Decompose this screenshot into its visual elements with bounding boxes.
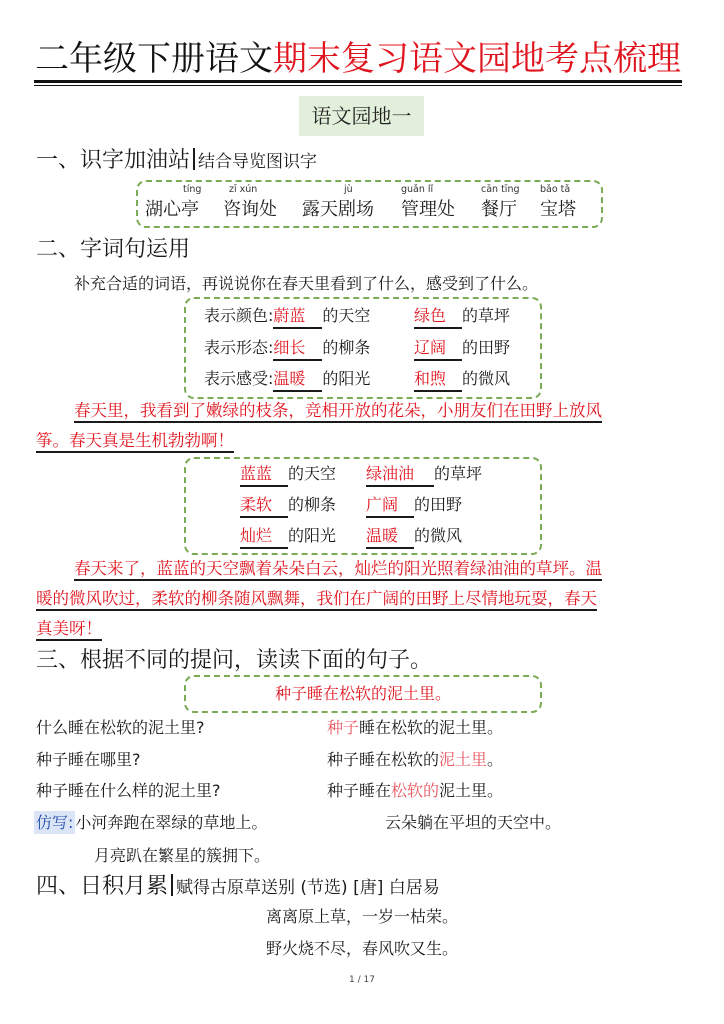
fill-row [204,367,370,392]
poem-line-1: 离离原上草，一岁一枯荣。 [265,907,458,926]
noun-phrase: 的天空 [288,464,337,483]
word-chars: 咨询处 [223,199,277,220]
pinyin: cān tīng [481,184,520,195]
section1-subtitle: 结合导览图识字 [198,152,318,172]
word-chars: 餐厅 [481,199,517,220]
noun-phrase: 的阳光 [288,526,337,545]
noun-phrase: 的阳光 [322,369,371,388]
title-topic: 期末复习语文园地考点梳理 [273,39,681,79]
imitate-row-1 [34,811,267,835]
section1-title: 一、识字加油站 [36,148,191,173]
paragraph-line: 春天里，我看到了嫩绿的枝条，竞相开放的花朵，小朋友们在田野上放风 [74,401,602,423]
noun-phrase: 的田野 [414,495,463,514]
fill-row [366,462,482,487]
imitate-sentence-3: 月亮趴在繁星的簇拥下。 [94,846,271,865]
paragraph-line: 暖的微风吹过，柔软的柳条随风飘舞，我们在广阔的田野上尽情地玩耍，春天 [36,589,597,611]
question-2: 种子睡在哪里? [36,750,141,769]
paragraph-line: 筝。春天真是生机勃勃啊！ [36,431,234,453]
noun-phrase: 的天空 [322,306,371,325]
answer-highlight: 松软的 [391,781,440,800]
answer-1 [327,716,503,740]
answer-text: 种子睡在松软的 [327,750,440,769]
word-chars: 湖心亭 [145,199,199,220]
fill-row [204,304,370,329]
answer-3 [327,779,503,803]
document-title [34,38,682,80]
pinyin: jù [344,184,353,195]
section3-heading: 三、根据不同的提问，读读下面的句子。 [36,648,433,673]
filled-answer: 蔚蓝 [273,305,322,329]
example-paragraph-2 [36,554,692,644]
row-label: 表示颜色: [204,306,274,325]
section2-instruction: 补充合适的词语，再说说你在春天里看到了什么，感受到了什么。 [74,274,539,293]
word-chars: 管理处 [401,199,455,220]
section2-heading: 二、字词句运用 [36,237,191,262]
fill-row [366,493,462,518]
pinyin: bǎo tǎ [540,184,571,195]
fill-row [414,336,510,361]
noun-phrase: 的柳条 [322,338,371,357]
noun-phrase: 的草坪 [462,306,511,325]
answer-text: 睡在松软的泥土里。 [359,718,504,737]
paragraph-line: 真美呀！ [36,619,102,641]
section1-heading [36,146,317,177]
question-1: 什么睡在松软的泥土里? [36,718,205,737]
section4-heading [36,872,440,903]
filled-answer: 温暖 [273,368,322,392]
filled-answer: 绿油油 [366,463,434,487]
imitate-sentence: 小河奔跑在翠绿的草地上。 [75,813,268,832]
fill-row [240,493,336,518]
word-chars: 宝塔 [540,199,576,220]
filled-answer: 广阔 [366,494,414,518]
fill-box-2 [184,457,542,555]
row-label: 表示形态: [204,338,274,357]
title-rule-thick [34,80,682,83]
pinyin: tíng [183,184,202,195]
title-rule-thin [34,85,682,86]
imitate-label: 仿写: [36,813,74,832]
noun-phrase: 的微风 [414,526,463,545]
answer-highlight: 泥土里 [439,750,488,769]
filled-answer: 蓝蓝 [240,463,288,487]
filled-answer: 灿烂 [240,525,288,549]
page-indicator: 1 / 17 [349,975,375,985]
answer-highlight: 种子 [327,718,360,737]
fill-row [414,304,510,329]
filled-answer: 温暖 [366,525,414,549]
answer-text: 。 [487,750,504,769]
section-badge: 语文园地一 [299,96,424,136]
answer-2 [327,748,503,772]
row-label: 表示感受: [204,369,274,388]
answer-text: 泥土里。 [439,781,504,800]
example-paragraph-1 [36,396,692,456]
divider-bar [171,874,173,896]
section4-title: 四、日积月累 [36,874,169,899]
noun-phrase: 的草坪 [434,464,483,483]
pinyin: zī xún [229,184,258,195]
filled-answer: 柔软 [240,494,288,518]
paragraph-line: 春天来了，蓝蓝的天空飘着朵朵白云，灿烂的阳光照着绿油油的草坪。温 [74,559,602,581]
filled-answer: 绿色 [414,305,462,329]
pinyin: guǎn lǐ [401,184,434,195]
question-3: 种子睡在什么样的泥土里? [36,781,221,800]
key-sentence: 种子睡在松软的泥土里。 [274,684,451,703]
filled-answer: 和煦 [414,368,462,392]
divider-bar [193,148,195,170]
noun-phrase: 的田野 [462,338,511,357]
poem-line-2: 野火烧不尽，春风吹又生。 [265,939,458,958]
fill-row [204,336,370,361]
fill-row [240,462,336,487]
fill-row [366,524,462,549]
noun-phrase: 的微风 [462,369,511,388]
filled-answer: 细长 [273,337,322,361]
section4-subtitle: 赋得古原草送别 (节选) [唐] 白居易 [176,878,440,898]
word-chars: 露天剧场 [302,199,374,220]
fill-row [240,524,336,549]
title-grade: 二年级下册语文 [35,39,273,79]
noun-phrase: 的柳条 [288,495,337,514]
fill-row [414,367,510,392]
answer-text: 种子睡在 [327,781,392,800]
imitate-sentence-2: 云朵躺在平坦的天空中。 [385,813,562,832]
filled-answer: 辽阔 [414,337,462,361]
